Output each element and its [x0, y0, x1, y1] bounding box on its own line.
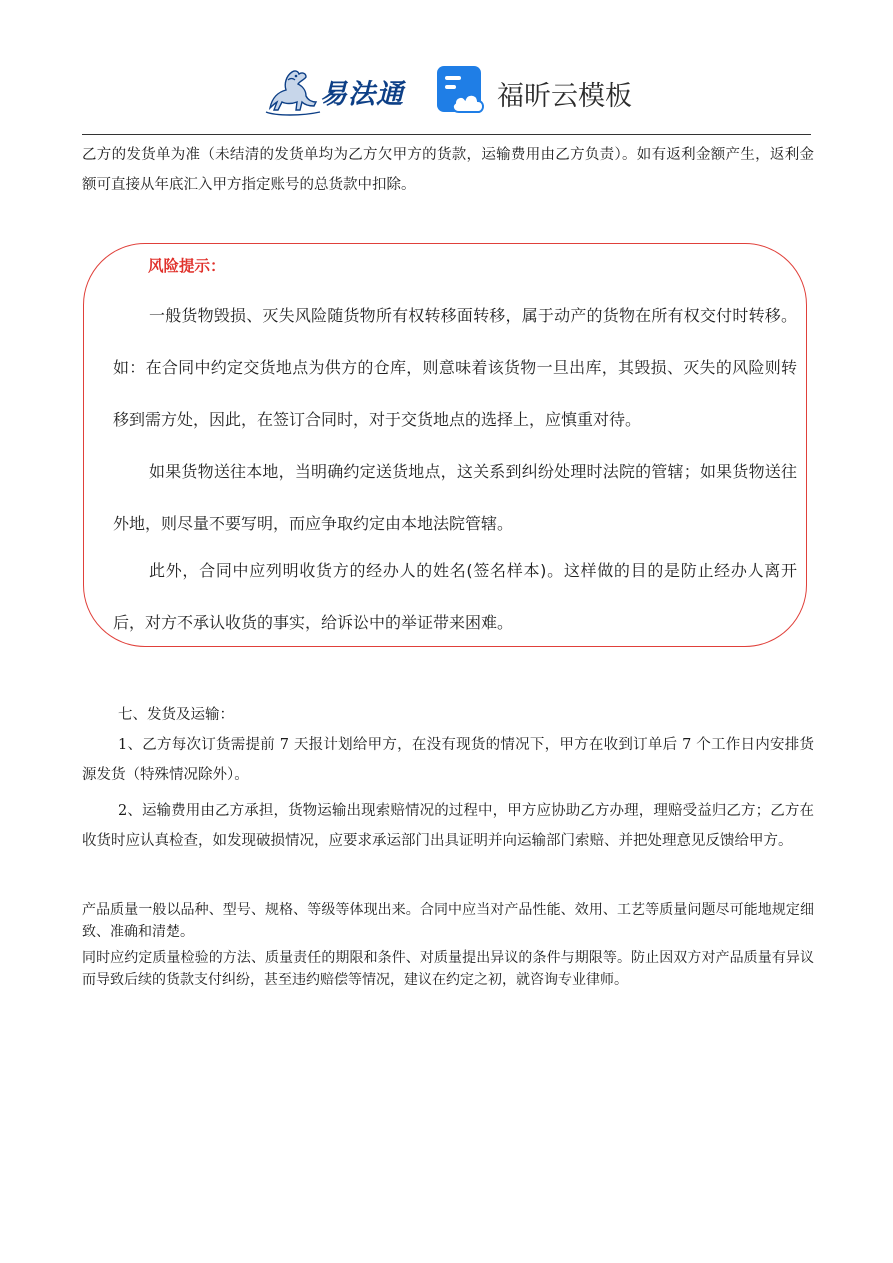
page-header — [0, 56, 893, 126]
section-heading: 七、发货及运输： — [118, 707, 234, 723]
yifatong-brand-text: 易法通 — [320, 79, 404, 110]
foxit-brand-text: 福昕云模板 — [497, 81, 632, 112]
quality-note-paragraph-2: 同时应约定质量检验的方法、质量责任的期限和条件、对质量提出异议的条件与期限等。防止因双方对产品质量有异议而导致后续的货款支付纠纷，甚至违约赔偿等情况，建议在约定之初，就咨询专业律师。 — [82, 950, 814, 988]
section-item-1: 1、乙方每次订货需提前 7 天报计划给甲方，在没有现货的情况下，甲方在收到订单后 7 个工作日内安排货源发货（特殊情况除外）。 — [82, 737, 814, 783]
section-item-2: 2、运输费用由乙方承担，货物运输出现索赔情况的过程中，甲方应协助乙方办理，理赔受益归乙方；乙方在收货时应认真检查，如发现破损情况，应要求承运部门出具证明并向运输部门索赔、并把处理意见反馈给甲方。 — [82, 803, 814, 849]
risk-paragraph-2: 如果货物送往本地，当明确约定送货地点，这关系到纠纷处理时法院的管辖；如果货物送往外地，则尽量不要写明，而应争取约定由本地法院管辖。 — [113, 462, 797, 533]
foxit-template-logo — [435, 64, 645, 118]
intro-paragraph: 乙方的发货单为准（未结清的发货单均为乙方欠甲方的货款，运输费用由乙方负责）。如有返利金额产生，返利金额可直接从年底汇入甲方指定账号的总货款中扣除。 — [82, 147, 814, 193]
header-divider — [82, 134, 811, 135]
quality-note-paragraph-1: 产品质量一般以品种、型号、规格、等级等体现出来。合同中应当对产品性能、效用、工艺等质量问题尽可能地规定细致、准确和清楚。 — [82, 902, 814, 940]
cloud-document-icon — [435, 64, 489, 118]
horse-emblem-icon — [262, 62, 324, 118]
risk-warning-title: 风险提示： — [148, 257, 226, 275]
risk-paragraph-1: 一般货物毁损、灭失风险随货物所有权转移面转移，属于动产的货物在所有权交付时转移。如：在合同中约定交货地点为供方的仓库，则意味着该货物一旦出库，其毁损、灭失的风险则转移到需方处，因此，在签订合同时，对于交货地点的选择上，应慎重对待。 — [113, 306, 797, 429]
yifatong-logo — [262, 62, 412, 118]
risk-paragraph-3: 此外，合同中应列明收货方的经办人的姓名(签名样本)。这样做的目的是防止经办人离开后，对方不承认收货的事实，给诉讼中的举证带来困难。 — [113, 561, 797, 632]
